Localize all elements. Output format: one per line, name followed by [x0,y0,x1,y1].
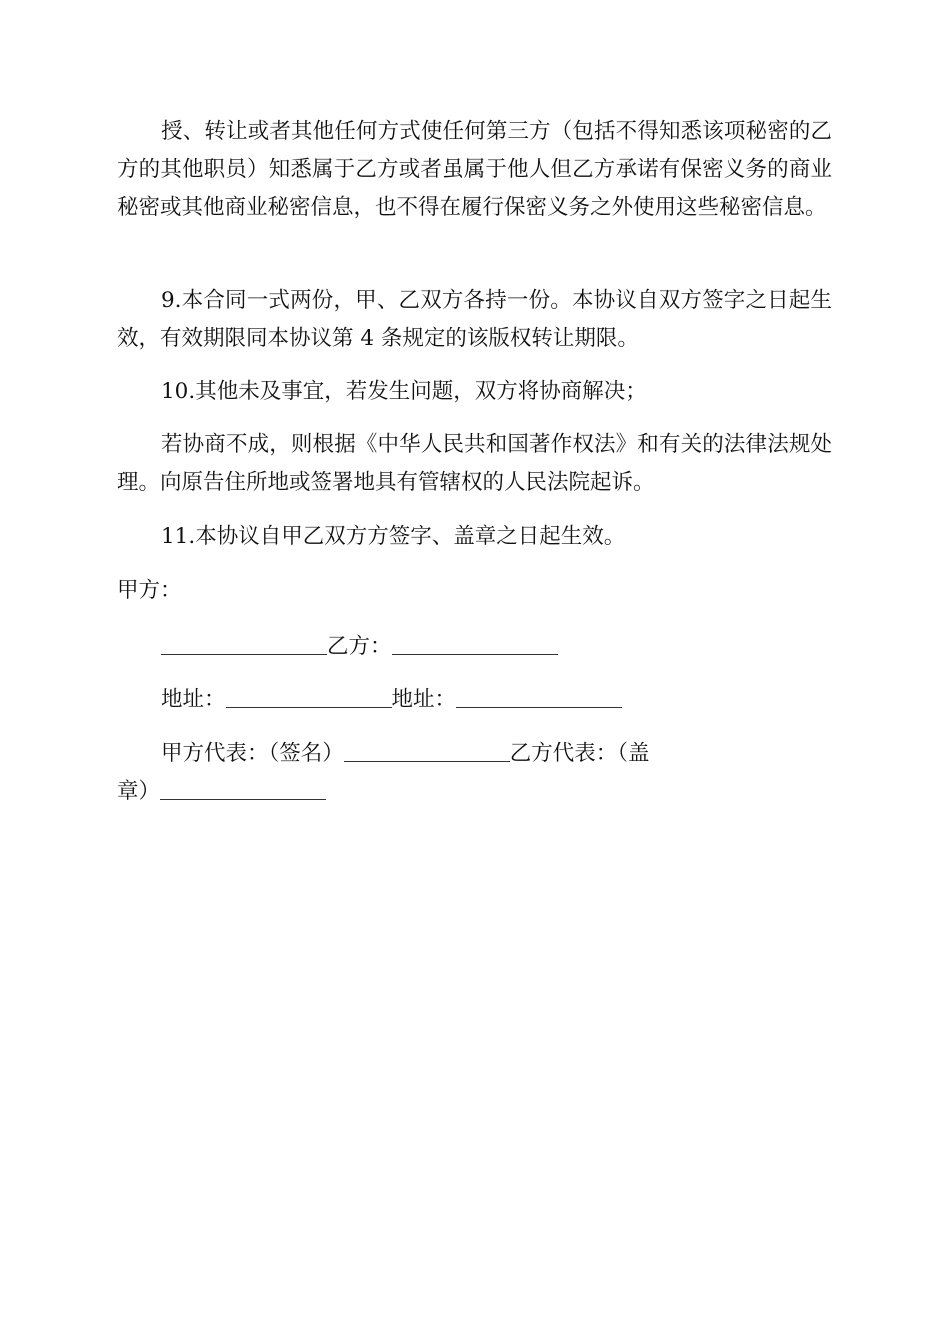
party-a-label: 甲方： [117,578,182,603]
paragraph-confidentiality-cont: 授、转让或者其他任何方式使任何第三方（包括不得知悉该项秘密的乙方的其他职员）知悉属于乙方或者虽属于他人但乙方承诺有保密义务的商业秘密或其他商业秘密信息，也不得在履行保密义务之外使用这些秘密信息。 [117,119,832,220]
address-a-blank[interactable] [226,706,392,708]
rep-b-blank[interactable] [160,798,326,800]
address-b-blank[interactable] [456,706,622,708]
address-a-label: 地址： [161,687,226,712]
rep-a-blank[interactable] [344,760,510,762]
paragraph-clause-11: 11.本协议自甲乙双方方签字、盖章之日起生效。 [161,524,626,549]
signature-row-address [161,685,622,715]
rep-a-label: 甲方代表：（签名） [161,741,344,766]
rep-b-label: 乙方代表：（盖 [509,741,650,766]
rep-b-label-cont: 章） [117,779,161,804]
paragraph-dispute-resolution: 若协商不成，则根据《中华人民共和国著作权法》和有关的法律法规处理。向原告住所地或签署地具有管辖权的人民法院起诉。 [117,432,832,495]
signature-row-representatives-cont [117,777,326,807]
address-b-label: 地址： [391,687,457,712]
paragraph-clause-10: 10.其他未及事宜，若发生问题，双方将协商解决； [161,379,647,404]
signature-row-parties [161,632,558,662]
party-b-label: 乙方： [327,634,392,659]
party-a-blank[interactable] [161,653,327,655]
party-b-blank[interactable] [392,653,558,655]
paragraph-clause-9: 9.本合同一式两份，甲、乙双方各持一份。本协议自双方签字之日起生效，有效期限同本协议第 4 条规定的该版权转让期限。 [117,288,832,351]
signature-row-representatives [161,739,650,769]
